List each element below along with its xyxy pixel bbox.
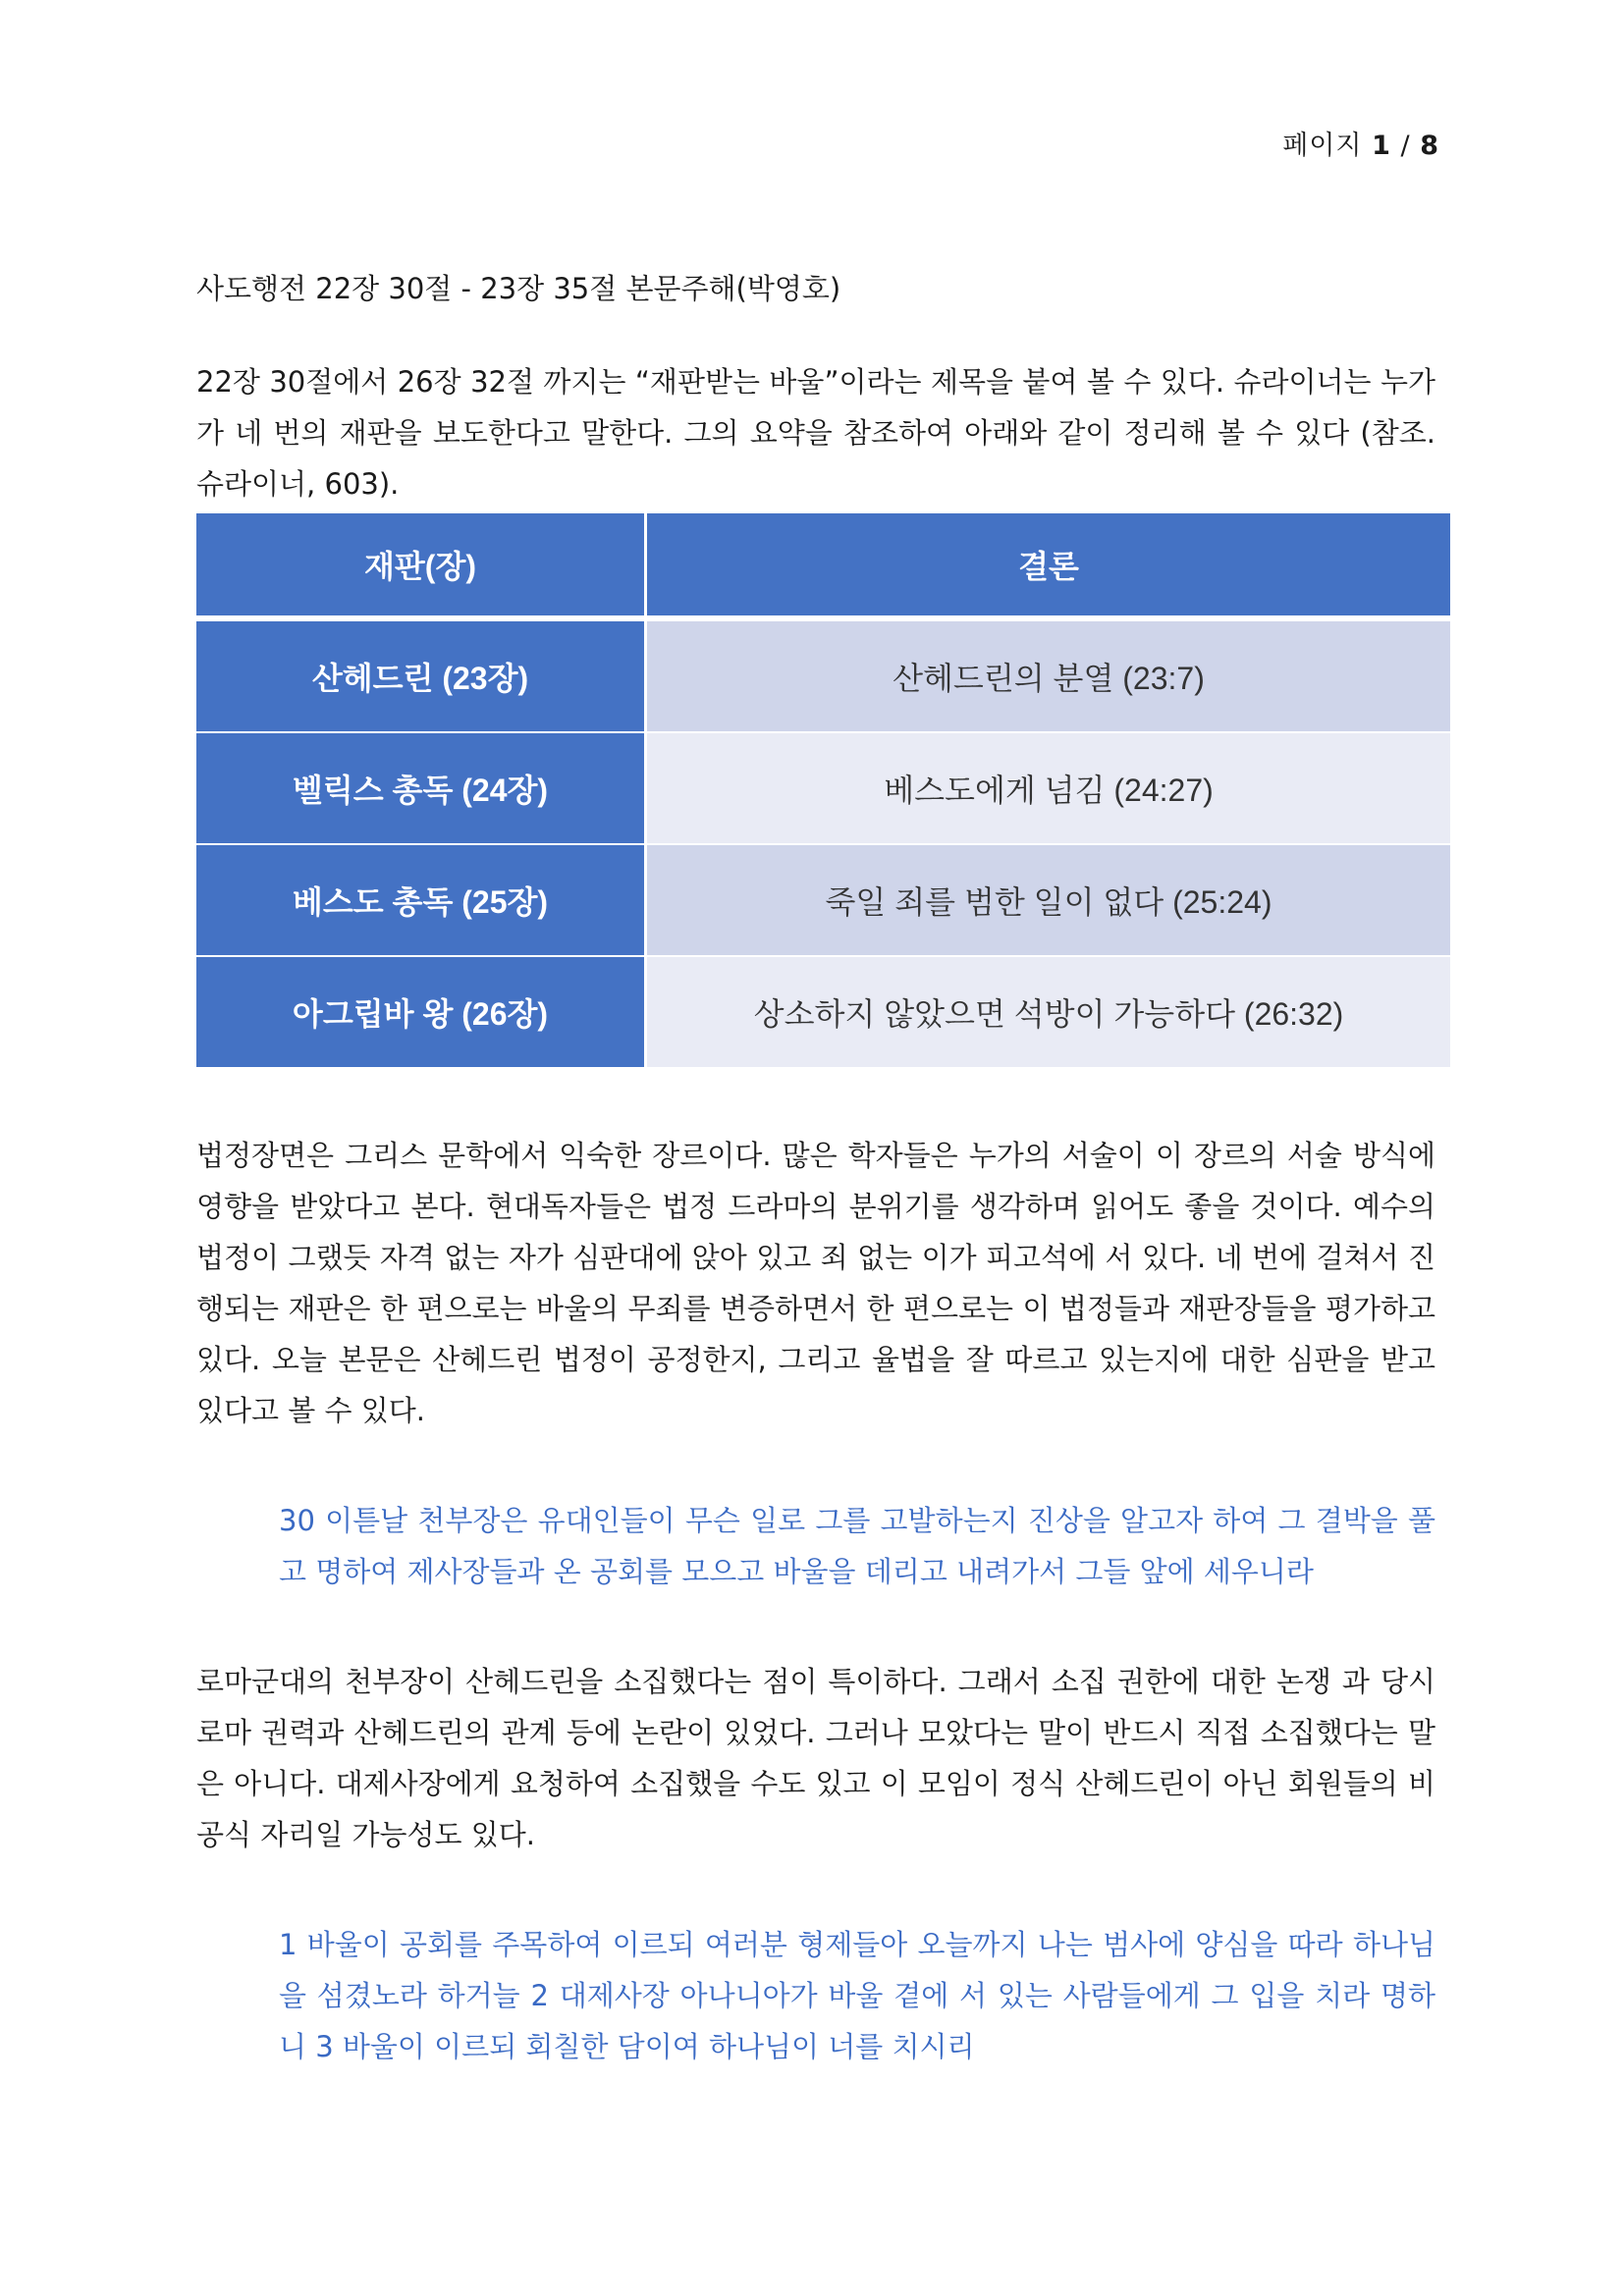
table-row	[196, 845, 1450, 957]
scripture-quote-verse-30: 30 이튿날 천부장은 유대인들이 무슨 일로 그를 고발하는지 진상을 알고자 하여 그 결박을 풀고 명하여 제사장들과 온 공회를 모으고 바울을 데리고 내려가서 그들 앞에 세우니라	[279, 1504, 1435, 1588]
trial-cell: 산헤드린 (23장)	[196, 621, 647, 733]
header-verdict: 결론	[647, 513, 1450, 621]
paragraph-sanhedrin-convening: 로마군대의 천부장이 산헤드린을 소집했다는 점이 특이하다. 그래서 소집 권한에 대한 논쟁 과 당시 로마 권력과 산헤드린의 관계 등에 논란이 있었다. 그러나 모았다는 말이 반드시 직접 소집했다는 말은 아니다. 대제사장에게 요청하여 소집했을 수도 있고 이 모임이 정식 산헤드린이 아닌 회원들의 비공식 자리일 가능성도 있다.	[196, 1665, 1435, 1851]
verdict-cell: 산헤드린의 분열 (23:7)	[647, 621, 1450, 733]
verdict-cell: 상소하지 않았으면 석방이 가능하다 (26:32)	[647, 957, 1450, 1069]
verdict-cell: 죽일 죄를 범한 일이 없다 (25:24)	[647, 845, 1450, 957]
verdict-cell: 베스도에게 넘김 (24:27)	[647, 733, 1450, 845]
trial-cell: 벨릭스 총독 (24장)	[196, 733, 647, 845]
document-title: 사도행전 22장 30절 - 23장 35절 본문주해(박영호)	[196, 272, 841, 305]
page-separator: /	[1400, 131, 1411, 161]
paragraph-court-genre: 법정장면은 그리스 문학에서 익숙한 장르이다. 많은 학자들은 누가의 서술이 이 장르의 서술 방식에 영향을 받았다고 본다. 현대독자들은 법정 드라마의 분위기를 생각하며 읽어도 좋을 것이다. 예수의 법정이 그랬듯 자격 없는 자가 심판대에 앉아 있고 죄 없는 이가 피고석에 서 있다. 네 번에 걸쳐서 진행되는 재판은 한 편으로는 바울의 무죄를 변증하면서 한 편으로는 이 법정들과 재판장들을 평가하고 있다. 오늘 본문은 산헤드린 법정이 공정한지, 그리고 율법을 잘 따르고 있는지에 대한 심판을 받고 있다고 볼 수 있다.	[196, 1139, 1435, 1427]
table-header-row	[196, 513, 1450, 621]
page-number	[1282, 124, 1439, 162]
scripture-quote-verses-1-3: 1 바울이 공회를 주목하여 이르되 여러분 형제들아 오늘까지 나는 범사에 양심을 따라 하나님을 섬겼노라 하거늘 2 대제사장 아나니아가 바울 곁에 서 있는 사람들에게 그 입을 치라 명하니 3 바울이 이르되 회칠한 담이여 하나님이 너를 치시리	[279, 1928, 1435, 2063]
document-body	[196, 267, 1435, 2072]
table-row	[196, 621, 1450, 733]
total-pages: 8	[1420, 131, 1439, 161]
intro-paragraph: 22장 30절에서 26장 32절 까지는 “재판받는 바울”이라는 제목을 붙여 볼 수 있다. 슈라이너는 누가가 네 번의 재판을 보도한다고 말한다. 그의 요약을 참조하여 아래와 같이 정리해 볼 수 있다 (참조. 슈라이너, 603).	[196, 365, 1435, 501]
table-row	[196, 957, 1450, 1069]
trial-cell: 아그립바 왕 (26장)	[196, 957, 647, 1069]
current-page: 1	[1372, 131, 1391, 161]
table-row	[196, 733, 1450, 845]
trials-table	[196, 513, 1450, 1069]
header-trial: 재판(장)	[196, 513, 647, 621]
trial-cell: 베스도 총독 (25장)	[196, 845, 647, 957]
page-label: 페이지	[1282, 131, 1363, 161]
